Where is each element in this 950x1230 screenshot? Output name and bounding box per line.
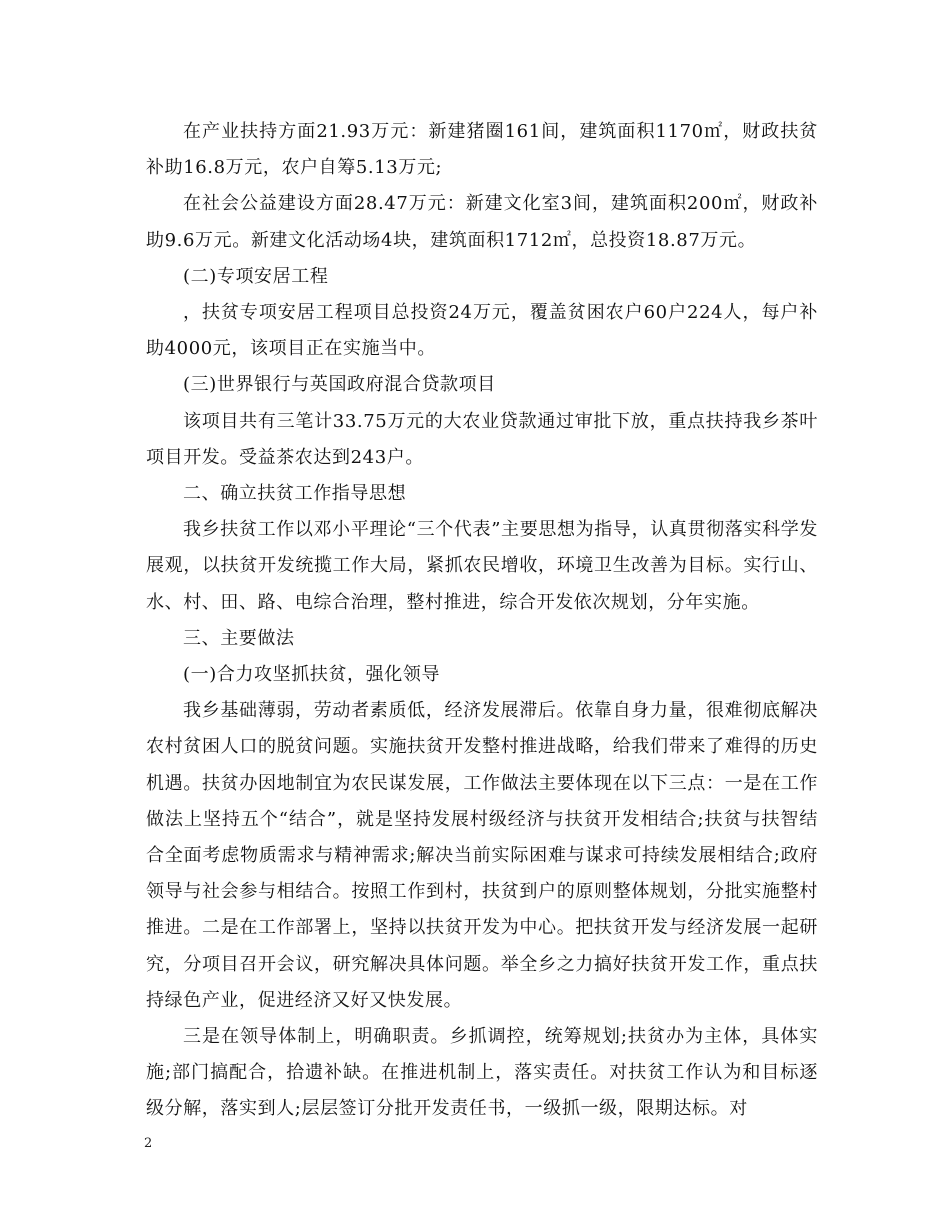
page-number: 2	[144, 1136, 153, 1151]
heading-world-bank-loan: (三)世界银行与英国政府混合贷款项目	[183, 374, 496, 396]
document-body	[146, 114, 818, 1128]
paragraph-world-bank-loan: 该项目共有三笔计33.75万元的大农业贷款通过审批下放，重点扶持我乡茶叶项目开发。受益茶农达到243户。	[146, 410, 818, 468]
heading-housing-project: (二)专项安居工程	[183, 265, 329, 287]
heading-guiding-principles: 二、确立扶贫工作指导思想	[183, 483, 407, 505]
paragraph-guiding-principles: 我乡扶贫工作以邓小平理论“三个代表”主要思想为指导，认真贯彻落实科学发展观，以扶贫开发统揽工作大局，紧抓农民增收，环境卫生改善为目标。实行山、水、村、田、路、电综合治理，整村推进，综合开发依次规划，分年实施。	[146, 519, 818, 613]
heading-leadership: (一)合力攻坚抓扶贫，强化领导	[183, 664, 441, 686]
paragraph-industry-support: 在产业扶持方面21.93万元：新建猪圈161间，建筑面积1170㎡，财政扶贫补助16.8万元，农户自筹5.13万元;	[146, 121, 818, 179]
paragraph-public-welfare: 在社会公益建设方面28.47万元：新建文化室3间，建筑面积200㎡，财政补助9.6万元。新建文化活动场4块，建筑面积1712㎡，总投资18.87万元。	[146, 193, 818, 251]
paragraph-housing-project: ，扶贫专项安居工程项目总投资24万元，覆盖贫困农户60户224人，每户补助4000元，该项目正在实施当中。	[146, 302, 818, 360]
paragraph-leadership-system: 三是在领导体制上，明确职责。乡抓调控，统筹规划;扶贫办为主体，具体实施;部门搞配合，拾遗补缺。在推进机制上，落实责任。对扶贫工作认为和目标逐级分解，落实到人;层层签订分批开发责任书，一级抓一级，限期达标。对	[146, 1026, 818, 1120]
paragraph-leadership: 我乡基础薄弱，劳动者素质低，经济发展滞后。依靠自身力量，很难彻底解决农村贫困人口的脱贫问题。实施扶贫开发整村推进战略，给我们带来了难得的历史机遇。扶贫办因地制宜为农民谋发展，工作做法主要体现在以下三点：一是在工作做法上坚持五个“结合”，就是坚持发展村级经济与扶贫开发相结合;扶贫与扶智结合全面考虑物质需求与精神需求;解决当前实际困难与谋求可持续发展相结合;政府领导与社会参与相结合。按照工作到村，扶贫到户的原则整体规划，分批实施整村推进。二是在工作部署上，坚持以扶贫开发为中心。把扶贫开发与经济发展一起研究，分项目召开会议，研究解决具体问题。举全乡之力搞好扶贫开发工作，重点扶持绿色产业，促进经济又好又快发展。	[146, 700, 818, 1011]
heading-main-practices: 三、主要做法	[183, 627, 295, 649]
